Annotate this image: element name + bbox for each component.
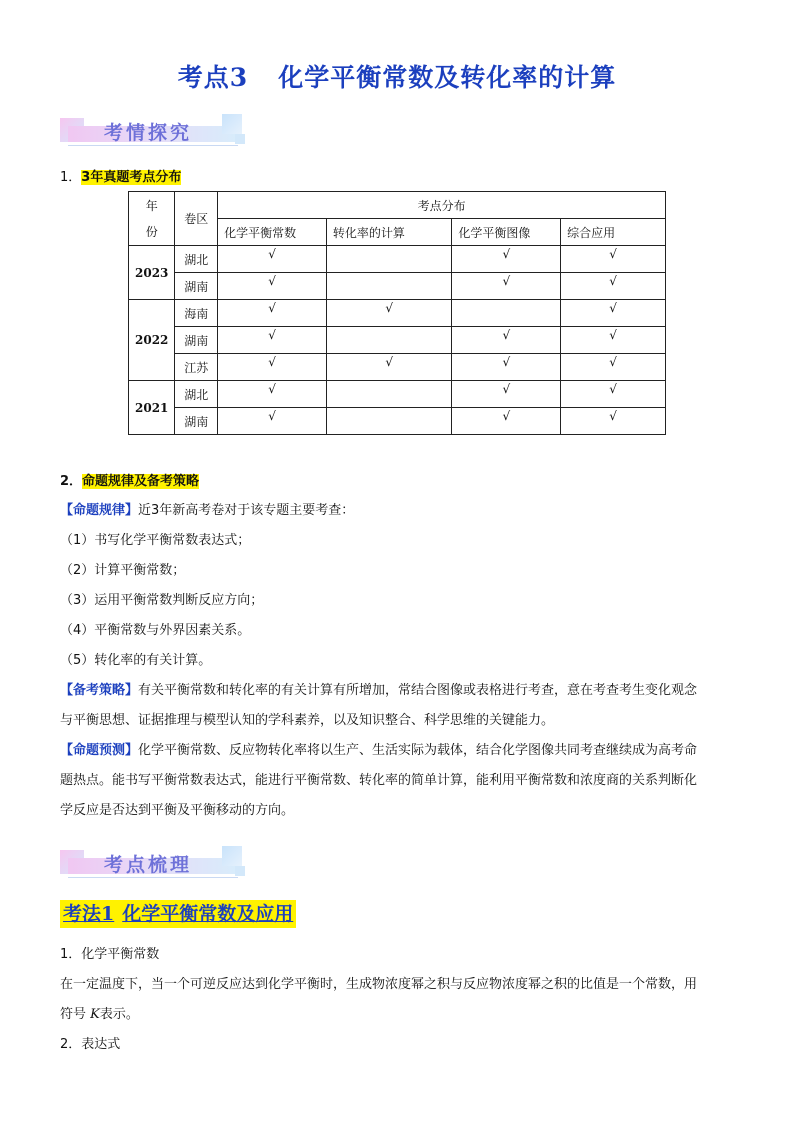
header-distribution: 考点分布 — [218, 192, 666, 219]
page-title — [0, 58, 794, 94]
area-cell: 湖南 — [175, 408, 218, 435]
check-cell: √ — [218, 408, 327, 435]
table-row — [129, 273, 666, 300]
method-title: 化学平衡常数及应用 — [122, 903, 294, 925]
col-header: 化学平衡图像 — [452, 219, 561, 246]
check-cell — [326, 381, 452, 408]
check-cell: √ — [452, 381, 561, 408]
header-year: 年 份 — [129, 192, 175, 246]
forecast-line: 化学平衡常数、反应物转化率将以生产、生活实际为载体，结合化学图像共同考查继续成为高考命 — [138, 743, 698, 758]
check-cell: √ — [561, 273, 666, 300]
check-cell: √ — [218, 246, 327, 273]
check-cell: √ — [326, 300, 452, 327]
check-cell — [326, 246, 452, 273]
table-row — [129, 327, 666, 354]
definition-line: 符号 K表示。 — [60, 1007, 139, 1022]
strategy-line: 有关平衡常数和转化率的有关计算有所增加，常结合图像或表格进行考查，意在考查考生变化观念 — [138, 683, 698, 698]
check-cell: √ — [218, 354, 327, 381]
subheading-strategy — [60, 470, 199, 489]
forecast-line: 学反应是否达到平衡及平衡移动的方向。 — [60, 803, 295, 818]
rules-intro: 近3年新高考卷对于该专题主要考查： — [138, 503, 355, 518]
check-cell: √ — [561, 300, 666, 327]
rule-item: （4）平衡常数与外界因素关系。 — [60, 623, 251, 638]
rules-tag: 【命题规律】 — [60, 503, 139, 518]
section-banner-kaodian — [60, 846, 250, 882]
section-label: 考点梳理 — [104, 854, 193, 876]
exam-distribution-table — [128, 191, 666, 435]
area-cell: 湖南 — [175, 273, 218, 300]
table-row — [129, 354, 666, 381]
check-cell — [452, 300, 561, 327]
forecast-line: 题热点。能书写平衡常数表达式，能进行平衡常数、转化率的简单计算，能利用平衡常数和浓度商的关系判断化 — [60, 773, 698, 788]
check-cell: √ — [218, 327, 327, 354]
check-cell: √ — [218, 381, 327, 408]
check-cell: √ — [561, 408, 666, 435]
rule-item: （5）转化率的有关计算。 — [60, 653, 212, 668]
rules-block — [60, 496, 740, 826]
header-area: 卷区 — [175, 192, 218, 246]
area-cell: 湖南 — [175, 327, 218, 354]
strategy-line: 与平衡思想、证据推理与模型认知的学科素养，以及知识整合、科学思维的关键能力。 — [60, 713, 555, 728]
check-cell: √ — [326, 354, 452, 381]
check-cell: √ — [218, 273, 327, 300]
area-cell: 江苏 — [175, 354, 218, 381]
rule-item: （3）运用平衡常数判断反应方向； — [60, 593, 264, 608]
title-prefix: 考点3 — [177, 63, 249, 92]
table-row — [129, 300, 666, 327]
table-row — [129, 408, 666, 435]
check-cell: √ — [561, 246, 666, 273]
definition-block: 1．化学平衡常数 在一定温度下，当一个可逆反应达到化学平衡时，生成物浓度幂之积与反应物浓度幂之积的比值是一个常数，用 符号 K表示。 2．表达式 — [60, 940, 740, 1060]
method-heading — [60, 900, 296, 928]
check-cell: √ — [561, 327, 666, 354]
item-heading: 化学平衡常数 — [81, 947, 160, 962]
col-header: 转化率的计算 — [326, 219, 452, 246]
symbol-k: K — [90, 1007, 100, 1022]
check-cell: √ — [561, 354, 666, 381]
forecast-tag: 【命题预测】 — [60, 743, 139, 758]
method-label: 考法1 — [63, 903, 115, 925]
rule-item: （2）计算平衡常数； — [60, 563, 186, 578]
section-label: 考情探究 — [104, 122, 193, 144]
area-cell: 海南 — [175, 300, 218, 327]
definition-line: 在一定温度下，当一个可逆反应达到化学平衡时，生成物浓度幂之积与反应物浓度幂之积的比值是一个常数，用 — [60, 977, 698, 992]
section-banner-kaoqing — [60, 114, 250, 150]
subheading-text: 命题规律及备考策略 — [82, 474, 200, 489]
area-cell: 湖北 — [175, 381, 218, 408]
year-cell: 2023 — [129, 246, 175, 300]
check-cell: √ — [561, 381, 666, 408]
check-cell: √ — [218, 300, 327, 327]
check-cell: √ — [452, 354, 561, 381]
subheading-text: 3年真题考点分布 — [81, 170, 182, 185]
table-row — [129, 246, 666, 273]
area-cell: 湖北 — [175, 246, 218, 273]
rule-item: （1）书写化学平衡常数表达式； — [60, 533, 251, 548]
table-row — [129, 381, 666, 408]
check-cell: √ — [452, 327, 561, 354]
year-cell: 2021 — [129, 381, 175, 435]
col-header: 综合应用 — [561, 219, 666, 246]
col-header: 化学平衡常数 — [218, 219, 327, 246]
subheading-distribution — [60, 166, 181, 185]
check-cell — [326, 408, 452, 435]
check-cell: √ — [452, 246, 561, 273]
subheading-number: 2． — [60, 474, 83, 489]
title-main: 化学平衡常数及转化率的计算 — [278, 63, 617, 92]
item-heading: 表达式 — [81, 1037, 121, 1052]
year-cell: 2022 — [129, 300, 175, 381]
check-cell — [326, 327, 452, 354]
check-cell: √ — [452, 273, 561, 300]
check-cell — [326, 273, 452, 300]
strategy-tag: 【备考策略】 — [60, 683, 139, 698]
check-cell: √ — [452, 408, 561, 435]
subheading-number: 1． — [60, 170, 82, 185]
